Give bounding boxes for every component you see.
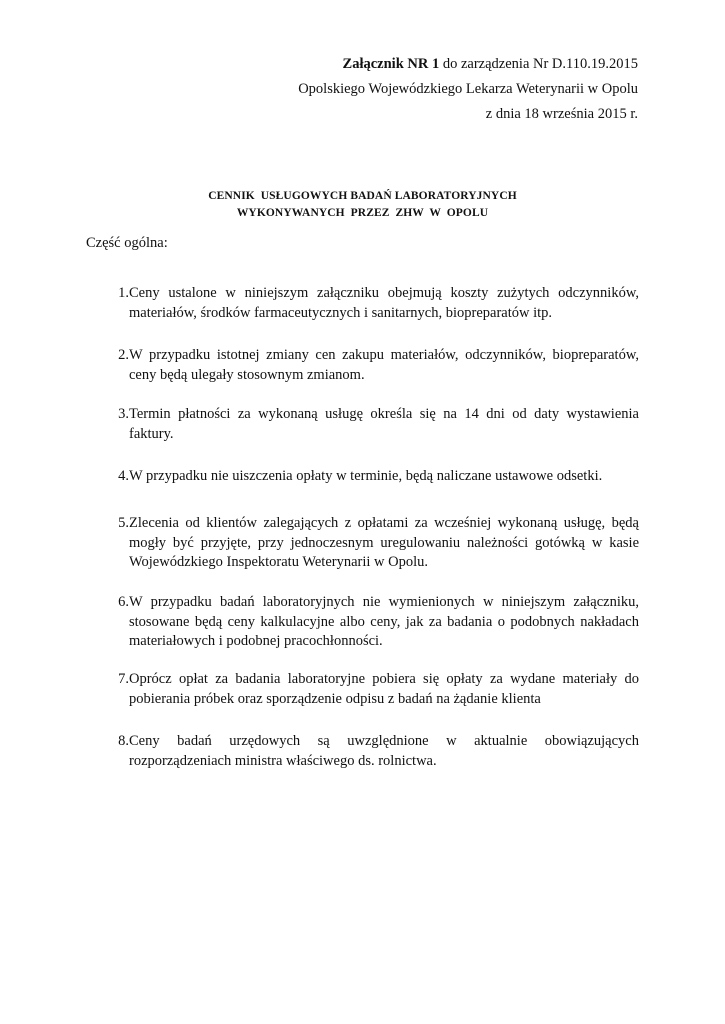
list-item-text: Ceny ustalone w niniejszym załączniku obejmują koszty zużytych odczynników, materiałów, środków farmaceutycznych i sanitarnych, biopreparatów itp. [129,285,639,321]
list-item-number: 1. [118,285,129,301]
list-item-text: W przypadku nie uiszczenia opłaty w terminie, będą naliczane ustawowe odsetki. [129,468,603,484]
list-item [86,514,639,573]
list-item-number: 5. [118,515,129,531]
list-item [86,593,639,652]
list-item-text: Ceny badań urzędowych są uwzględnione w aktualnie obowiązujących rozporządzeniach ministra właściwego ds. rolnictwa. [129,733,639,769]
attachment-header [298,52,638,127]
ordinance-reference: do zarządzenia Nr D.110.19.2015 [439,56,638,72]
list-item [86,346,639,385]
list-item-number: 2. [118,347,129,363]
list-item-text: Termin płatności za wykonaną usługę określa się na 14 dni od daty wystawienia faktury. [129,406,639,442]
list-item [86,670,639,709]
title-line-2: WYKONYWANYCH PRZEZ ZHW W OPOLU [236,207,489,219]
list-item-number: 8. [118,733,129,749]
list-item [86,284,639,323]
list-item-number: 3. [118,406,129,422]
list-item [86,405,639,444]
list-item-number: 7. [118,671,129,687]
header-line-1 [298,52,638,77]
list-item-text: W przypadku badań laboratoryjnych nie wymienionych w niniejszym załączniku, stosowane będą ceny kalkulacyjne albo ceny, jak za badania o podobnych nakładach materiałowych i podobnej pracochłonności. [129,594,639,649]
list-item-text: Zlecenia od klientów zalegających z opłatami za wcześniej wykonaną usługę, będą mogły być przyjęte, przy jednoczesnym uregulowaniu należności gotówką w kasie Wojewódzkiego Inspektoratu Weterynarii w Opolu. [129,515,639,570]
list-item-number: 6. [118,594,129,610]
list-item [86,467,639,487]
header-line-2: Opolskiego Wojewódzkiego Lekarza Weterynarii w Opolu [298,81,638,97]
list-item-number: 4. [118,468,129,484]
title-line-1: CENNIK USŁUGOWYCH BADAŃ LABORATORYJNYCH [208,190,517,202]
document-title [0,188,725,222]
attachment-number: Załącznik NR 1 [342,56,440,72]
list-item-text: Oprócz opłat za badania laboratoryjne pobiera się opłaty za wydane materiały do pobierania próbek oraz sporządzenie odpisu z badań na żądanie klienta [129,671,639,707]
list-item [86,732,639,771]
header-date: z dnia 18 września 2015 r. [485,106,638,122]
general-section-heading: Część ogólna: [86,235,168,251]
list-item-text: W przypadku istotnej zmiany cen zakupu materiałów, odczynników, biopreparatów, ceny będą ulegały stosownym zmianom. [129,347,639,383]
